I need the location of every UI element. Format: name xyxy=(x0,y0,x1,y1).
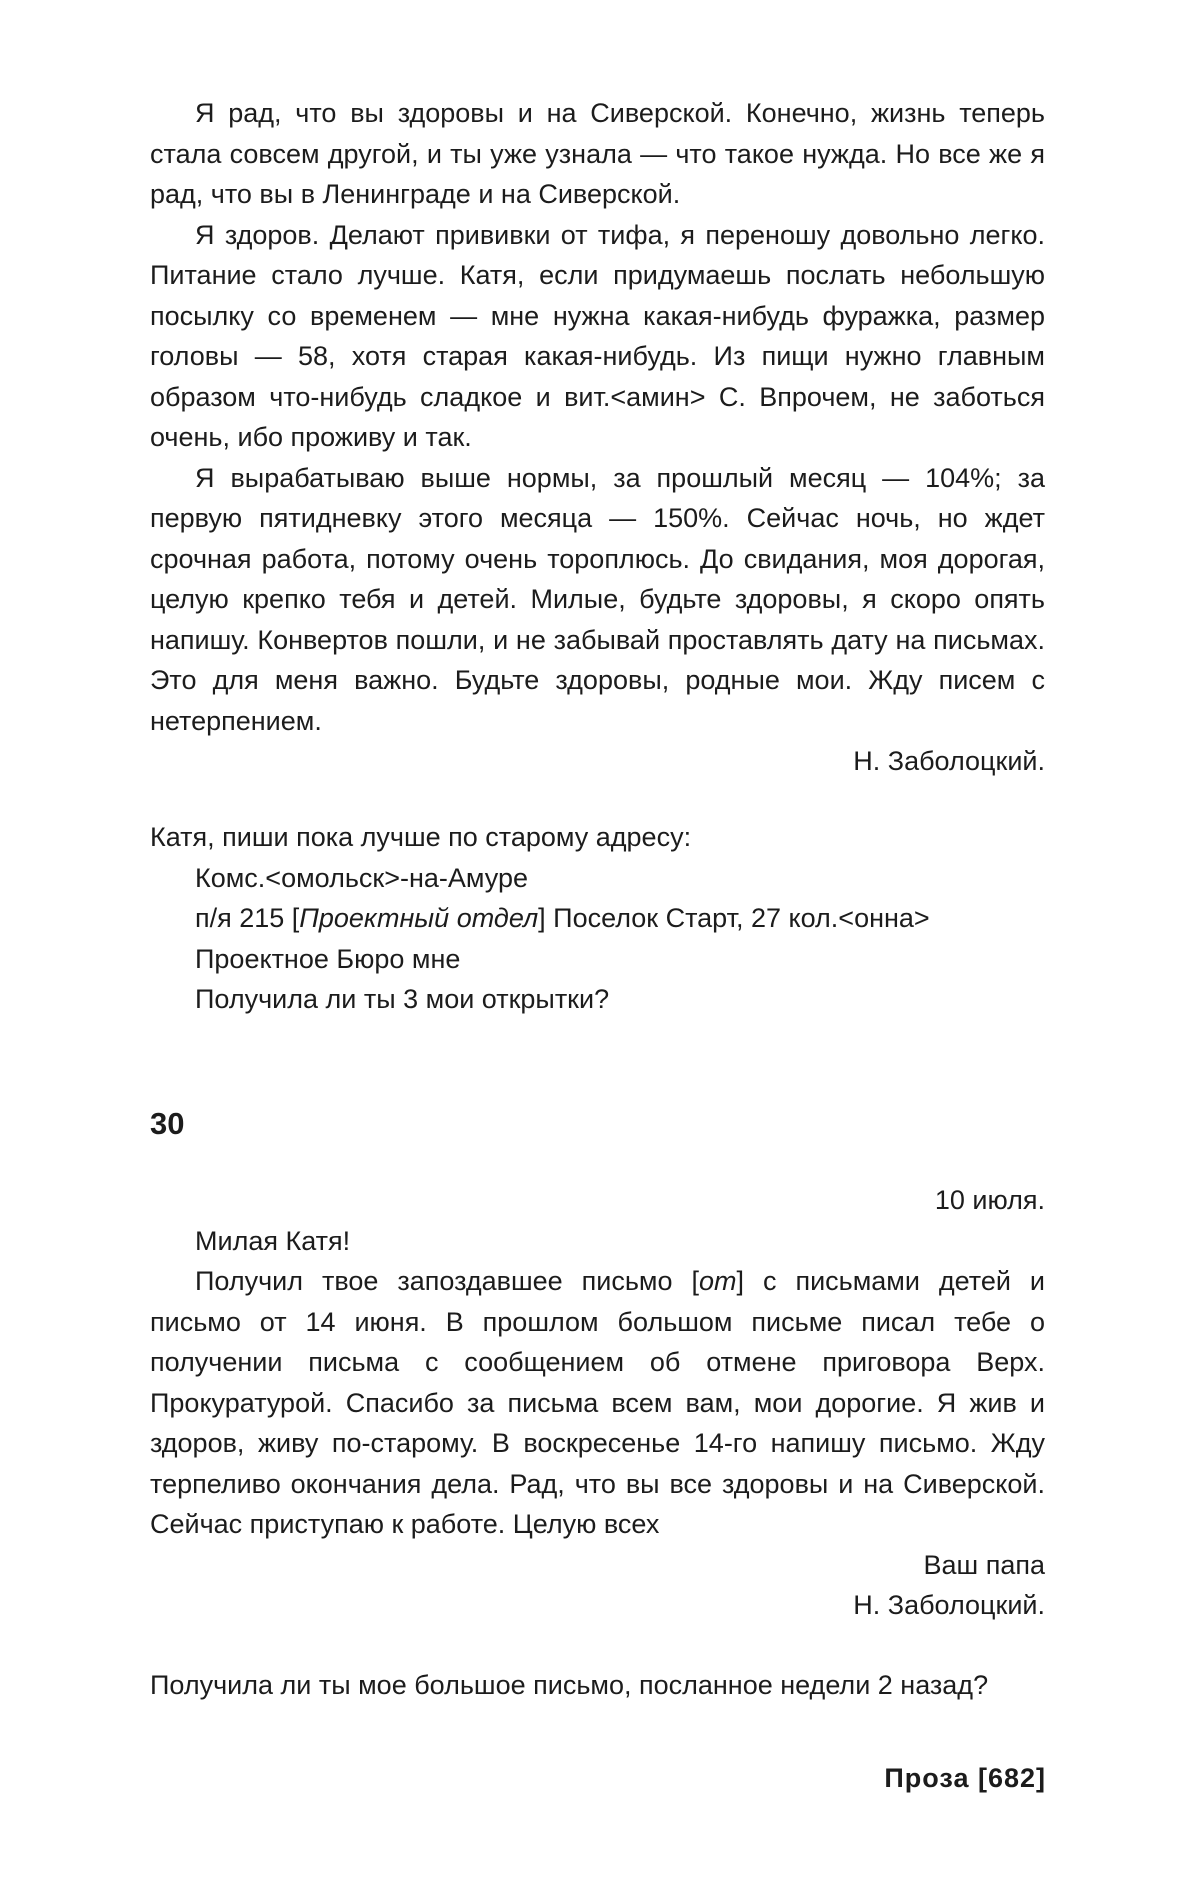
letter-30-closing: Ваш папа xyxy=(923,1549,1045,1580)
letter-30-date: 10 июля. xyxy=(934,1185,1045,1215)
letter-number: 30 xyxy=(150,1106,185,1141)
postscript-intro: Катя, пиши пока лучше по старому адресу: xyxy=(150,822,692,852)
page-footer: Проза [682] xyxy=(884,1763,1046,1793)
address-line-2: п/я 215 [Проектный отдел] Поселок Старт, 27 кол.<онна> xyxy=(195,903,930,933)
letter-30-postscript: Получила ли ты мое большое письмо, посланное недели 2 назад? xyxy=(150,1670,989,1700)
letter-29-body xyxy=(150,93,1045,782)
letter-29-paragraph-2: Я здоров. Делают прививки от тифа, я переношу довольно легко. Питание стало лучше. Катя, если придумаешь послать небольшую посылку со временем — мне нужна какая-нибудь фуражка, размер головы — 58, хотя старая какая-нибудь. Из пищи нужно главным образом что-нибудь сладкое и вит.<амин> С. Впрочем, не заботься очень, ибо проживу и так. xyxy=(150,219,1045,452)
address-line-3: Проектное Бюро мне xyxy=(195,943,461,974)
letter-29-paragraph-1: Я рад, что вы здоровы и на Сиверской. Конечно, жизнь теперь стала совсем другой, и ты уже узнала — что такое нужда. Но все же я рад, что вы в Ленинграде и на Сиверской. xyxy=(150,98,1045,209)
letter-30-greeting: Милая Катя! xyxy=(195,1225,351,1256)
letter-30-paragraph-1: Получил твое запоздавшее письмо [от] с письмами детей и письмо от 14 июня. В прошлом большом письме писал тебе о получении письма с сообщением об отмене приговора Верх. Прокуратурой. Спасибо за письма всем вам, мои дорогие. Я жив и здоров, живу по-старому. В воскресенье 14-го напишу письмо. Жду терпеливо окончания дела. Рад, что вы все здоровы и на Сиверской. Сейчас приступаю к работе. Целую всех xyxy=(150,1266,1045,1539)
letter-30-signature: Н. Заболоцкий. xyxy=(853,1590,1045,1620)
address-line-4: Получила ли ты 3 мои открытки? xyxy=(195,984,610,1014)
letter-29-signature: Н. Заболоцкий. xyxy=(853,746,1045,776)
letter-30-body xyxy=(150,1180,1045,1626)
address-line-1: Комс.<омольск>-на-Амуре xyxy=(195,862,528,893)
letter-29-paragraph-3: Я вырабатываю выше нормы, за прошлый месяц — 104%; за первую пятидневку этого месяца — 150%. Сейчас ночь, но ждет срочная работа, потому очень тороплюсь. До свидания, моя дорогая, целую крепко тебя и детей. Милые, будьте здоровы, я скоро опять напишу. Конвертов пошли, и не забывай проставлять дату на письмах. Это для меня важно. Будьте здоровы, родные мои. Жду писем с нетерпением. xyxy=(150,462,1045,736)
letter-29-postscript xyxy=(150,817,1045,1020)
